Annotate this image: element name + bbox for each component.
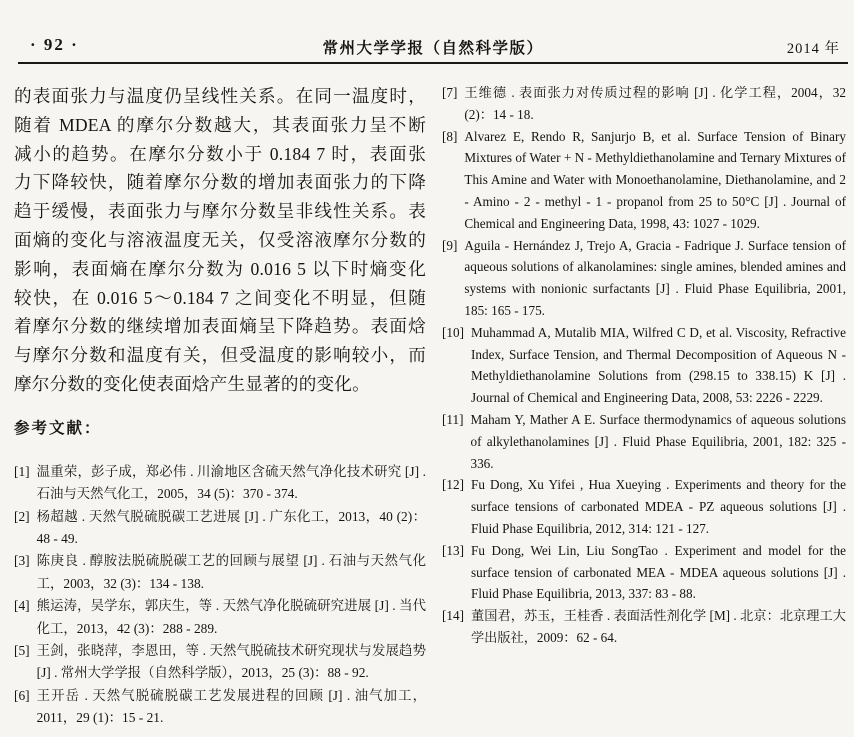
- reference-number: [5]: [14, 643, 30, 659]
- body-text-line: 面熵的变化与溶液温度无关，仅受溶液摩尔分数的: [14, 229, 426, 250]
- reference-number: [3]: [14, 553, 30, 569]
- header-year: 2014 年: [786, 41, 840, 57]
- journal-title: 常州大学学报（自然科学版）: [322, 40, 544, 57]
- right-column: [442, 82, 846, 649]
- body-text-line: 着摩尔分数的继续增加表面熵呈下降趋势。表面焓: [14, 316, 426, 337]
- references-list-left: [14, 461, 426, 730]
- reference-text: 董国君，苏玉，王桂香 . 表面活性剂化学 [M] . 北京：北京理工大学出版社，2009：62 - 64.: [470, 608, 846, 645]
- body-text-line: 摩尔分数的变化使表面焓产生显著的的变化。: [14, 373, 370, 394]
- reference-text: 王剑，张晓萍，李恩田，等 . 天然气脱硫技术研究现状与发展趋势 [J] . 常州大学学报（自然科学版），2013，25 (3)：88 - 92.: [36, 643, 426, 681]
- body-text-line: 趋于缓慢，表面张力与摩尔分数呈非线性关系。表: [14, 201, 426, 222]
- body-paragraph: [14, 82, 426, 399]
- references-list-right: [442, 82, 846, 649]
- reference-number: [12]: [442, 477, 464, 493]
- reference-number: [10]: [442, 324, 464, 340]
- left-column: [14, 82, 426, 730]
- reference-number: [8]: [442, 128, 458, 144]
- body-text-line: 减小的趋势。在摩尔分数小于 0.184 7 时，表面张: [14, 143, 426, 164]
- body-text-line: 力下降较快，随着摩尔分数的增加表面张力的下降: [14, 172, 426, 193]
- body-text-line: 影响，表面熵在摩尔分数为 0.016 5 以下时熵变化: [14, 258, 426, 279]
- reference-number: [1]: [14, 463, 30, 479]
- reference-item: [442, 235, 846, 322]
- reference-number: [6]: [14, 687, 30, 703]
- reference-number: [9]: [442, 237, 458, 253]
- reference-text: Maham Y, Mather A E. Surface thermodynamics of aqueous solutions of alkylethanolamines [J] . Fluid Phase Equilibria, 2001, 182: 325 - 336.: [470, 411, 846, 471]
- reference-number: [7]: [442, 85, 458, 100]
- reference-item: [442, 126, 846, 235]
- reference-text: 杨超越 . 天然气脱硫脱碳工艺进展 [J] . 广东化工，2013，40 (2)：48 - 49.: [36, 508, 426, 546]
- reference-item: [442, 474, 846, 539]
- reference-text: Alvarez E, Rendo R, Sanjurjo B, et al. Surface Tension of Binary Mixtures of Water + N - Methyldiethanolamine and Ternary Mixtures of This Amine and Water with Monoethanolamine, Diethanolamine, and 2 - Amino - 2 - methyl - 1 - propanol from 25 to 50°C [J] . Journal of Chemical and Engineering Data, 1998, 43: 1027 - 1029.: [464, 128, 846, 231]
- reference-item: [442, 322, 846, 409]
- reference-item: [442, 605, 846, 649]
- reference-item: [442, 82, 846, 126]
- reference-text: Fu Dong, Xu Yifei , Hua Xueying . Experiments and theory for the surface tensions of carbonated MDEA - PZ aqueous solutions [J] . Fluid Phase Equilibria, 2012, 314: 121 - 127.: [470, 477, 846, 536]
- reference-item: [442, 409, 846, 474]
- header-divider-rule: [18, 62, 848, 64]
- references-heading: 参考文献：: [14, 419, 102, 437]
- reference-text: 熊运涛，吴学东，郭庆生，等 . 天然气净化脱硫研究进展 [J] . 当代化工，2013，42 (3)：288 - 289.: [36, 598, 426, 636]
- body-text-line: 的表面张力与温度仍呈线性关系。在同一温度时，: [14, 86, 426, 106]
- reference-item: [14, 506, 426, 551]
- reference-text: Muhammad A, Mutalib MIA, Wilfred C D, et al. Viscosity, Refractive Index, Surface Tension, and Thermal Decomposition of Aqueous N - Methyldiethanolamine Solutions from (298.15 to 338.15) K [J] . Journal of Chemical and Engineering Data, 2008, 53: 2226 - 2229.: [470, 324, 846, 406]
- reference-item: [14, 461, 426, 506]
- reference-text: 王维德 . 表面张力对传质过程的影响 [J] . 化学工程，2004，32 (2)：14 - 18.: [464, 85, 846, 122]
- running-head: [24, 34, 842, 60]
- reference-text: 温重荣，彭子成，郑必伟 . 川渝地区含硫天然气净化技术研究 [J] . 石油与天然气化工，2005，34 (5)：370 - 374.: [36, 463, 426, 502]
- reference-item: [14, 640, 426, 685]
- reference-text: Aguila - Hernández J, Trejo A, Gracia - Fadrique J. Surface tension of aqueous solutions of alkanolamines: single amines, blended amines and systems with nonionic surfactants [J] . Fluid Phase Equilibria, 2001, 185: 165 - 175.: [464, 237, 846, 318]
- reference-item: [14, 595, 426, 640]
- reference-item: [442, 540, 846, 605]
- body-text-line: 与摩尔分数和温度有关，但受温度的影响较小，而: [14, 345, 426, 366]
- reference-text: Fu Dong, Wei Lin, Liu SongTao . Experiment and model for the surface tension of carbonated MEA - MDEA aqueous solutions [J] . Fluid Phase Equilibria, 2013, 337: 83 - 88.: [470, 542, 846, 602]
- reference-item: [14, 550, 426, 595]
- reference-text: 陈庚良 . 醇胺法脱硫脱碳工艺的回顾与展望 [J] . 石油与天然气化工，2003，32 (3)：134 - 138.: [36, 553, 426, 591]
- body-text-line: 随着 MDEA 的摩尔分数越大，其表面张力呈不断: [14, 114, 426, 135]
- body-text-line: 较快，在 0.016 5～0.184 7 之间变化不明显，但随: [14, 287, 426, 308]
- reference-number: [2]: [14, 508, 30, 524]
- reference-number: [13]: [442, 542, 464, 558]
- reference-item: [14, 685, 426, 730]
- page-number: · 92 ·: [30, 35, 79, 54]
- reference-number: [11]: [442, 411, 464, 427]
- reference-number: [14]: [442, 608, 464, 624]
- reference-number: [4]: [14, 598, 30, 614]
- reference-text: 王开岳 . 天然气脱硫脱碳工艺发展进程的回顾 [J] . 油气加工，2011，29 (1)：15 - 21.: [36, 687, 426, 726]
